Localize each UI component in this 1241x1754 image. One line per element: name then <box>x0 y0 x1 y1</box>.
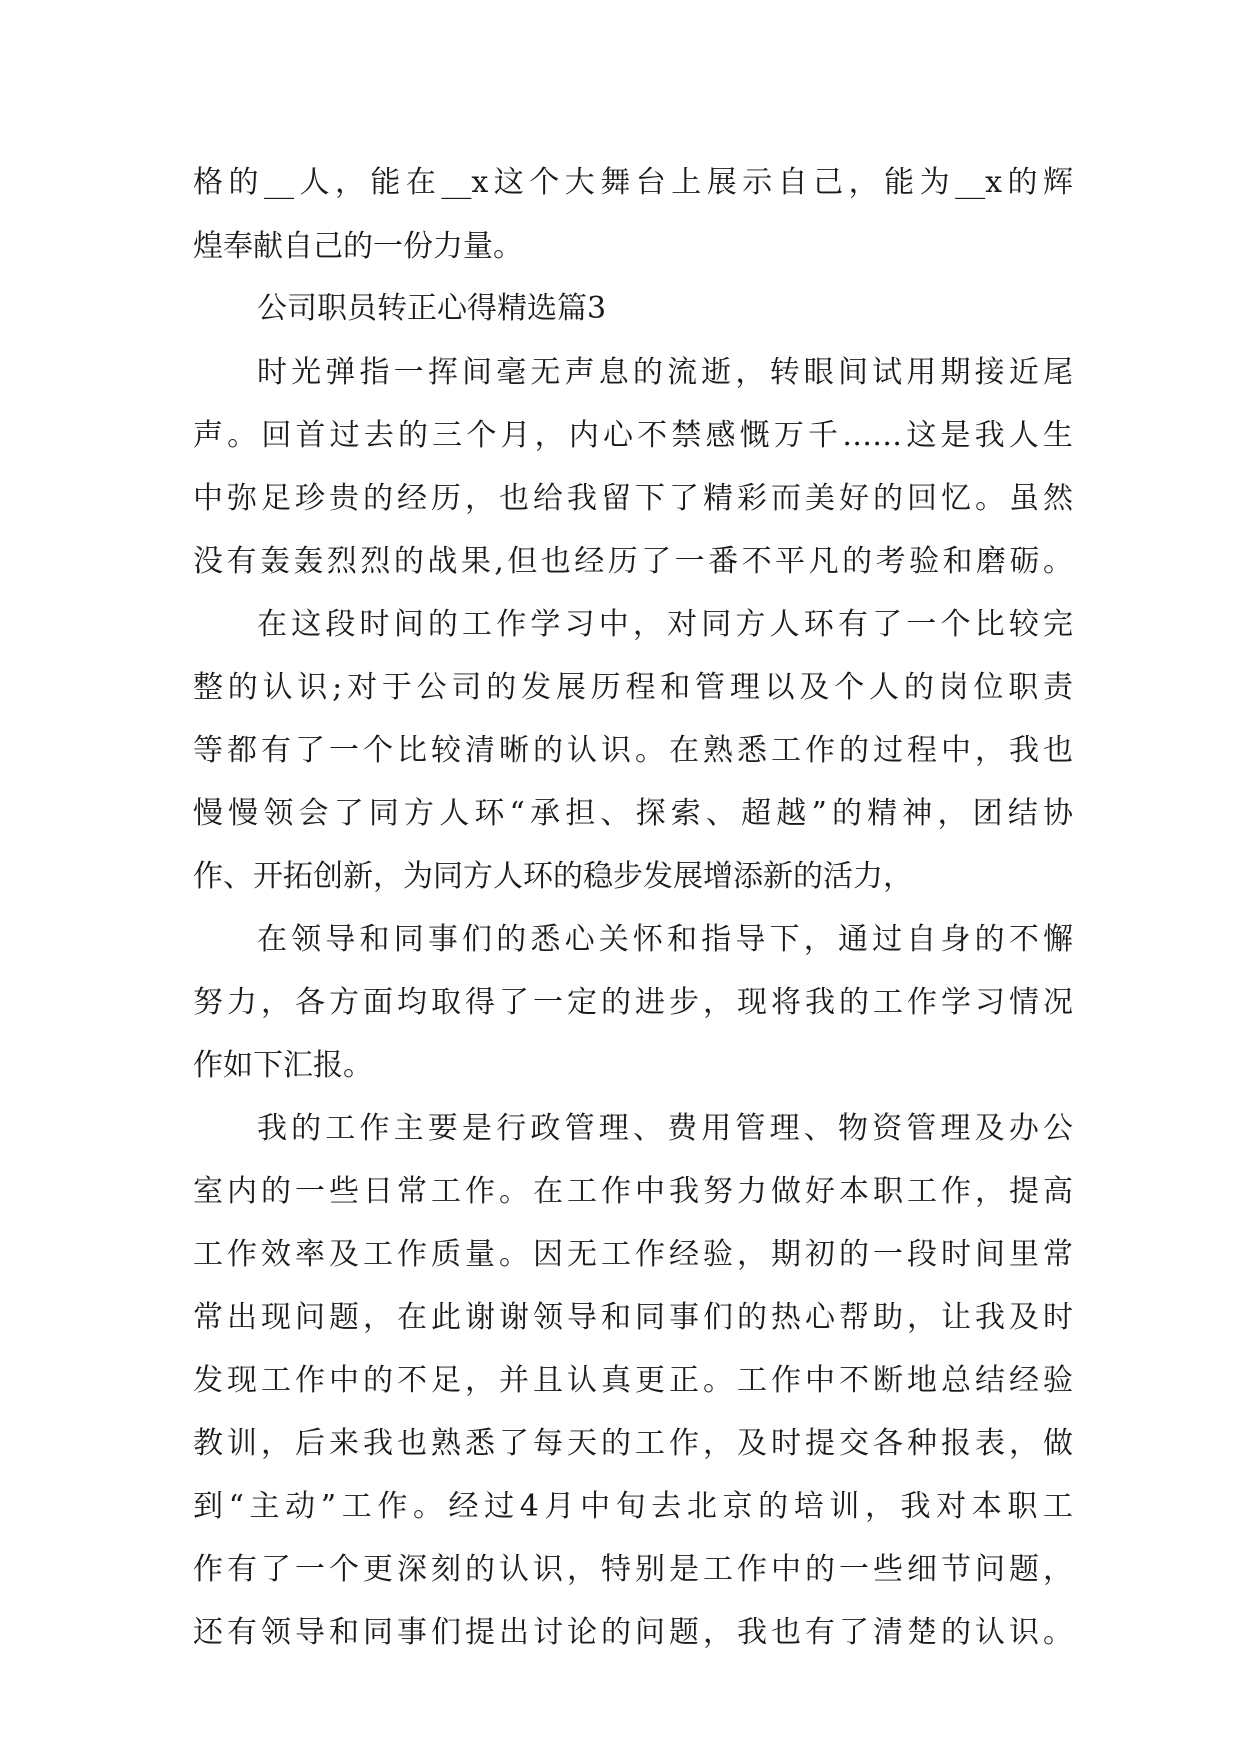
paragraph-line: 还有领导和同事们提出讨论的问题，我也有了清楚的认识。 <box>193 1615 1073 1650</box>
paragraph-line: 到“主动”工作。经过4月中旬去北京的培训，我对本职工 <box>193 1489 1073 1524</box>
paragraph-line: 室内的一些日常工作。在工作中我努力做好本职工作，提高 <box>193 1174 1073 1209</box>
paragraph-line: 声。回首过去的三个月，内心不禁感慨万千……这是我人生 <box>193 418 1073 453</box>
paragraph-line: 我的工作主要是行政管理、费用管理、物资管理及办公 <box>257 1111 1073 1146</box>
paragraph-line: 努力，各方面均取得了一定的进步，现将我的工作学习情况 <box>193 985 1073 1020</box>
paragraph-line: 在领导和同事们的悉心关怀和指导下，通过自身的不懈 <box>257 922 1073 957</box>
paragraph-line: 工作效率及工作质量。因无工作经验，期初的一段时间里常 <box>193 1237 1073 1272</box>
paragraph-line: 格的__人，能在__x这个大舞台上展示自己，能为__x的辉 <box>193 165 1073 200</box>
paragraph-line: 没有轰轰烈烈的战果,但也经历了一番不平凡的考验和磨砺。 <box>193 544 1073 579</box>
paragraph-line: 作、开拓创新，为同方人环的稳步发展增添新的活力， <box>193 859 913 894</box>
paragraph-line: 慢慢领会了同方人环“承担、探索、超越”的精神，团结协 <box>193 796 1073 831</box>
paragraph-line: 作有了一个更深刻的认识，特别是工作中的一些细节问题， <box>193 1552 1073 1587</box>
paragraph-line: 煌奉献自己的一份力量。 <box>193 229 523 264</box>
paragraph-line: 发现工作中的不足，并且认真更正。工作中不断地总结经验 <box>193 1363 1073 1398</box>
paragraph-line: 教训，后来我也熟悉了每天的工作，及时提交各种报表，做 <box>193 1426 1073 1461</box>
paragraph-line: 常出现问题，在此谢谢领导和同事们的热心帮助，让我及时 <box>193 1300 1073 1335</box>
paragraph-line: 时光弹指一挥间毫无声息的流逝，转眼间试用期接近尾 <box>257 355 1073 390</box>
paragraph-line: 中弥足珍贵的经历，也给我留下了精彩而美好的回忆。虽然 <box>193 481 1073 516</box>
paragraph-line: 等都有了一个比较清晰的认识。在熟悉工作的过程中，我也 <box>193 733 1073 768</box>
paragraph-line: 整的认识;对于公司的发展历程和管理以及个人的岗位职责 <box>193 670 1073 705</box>
paragraph-line: 在这段时间的工作学习中，对同方人环有了一个比较完 <box>257 607 1073 642</box>
section-heading: 公司职员转正心得精选篇3 <box>257 291 607 326</box>
paragraph-line: 作如下汇报。 <box>193 1048 373 1083</box>
